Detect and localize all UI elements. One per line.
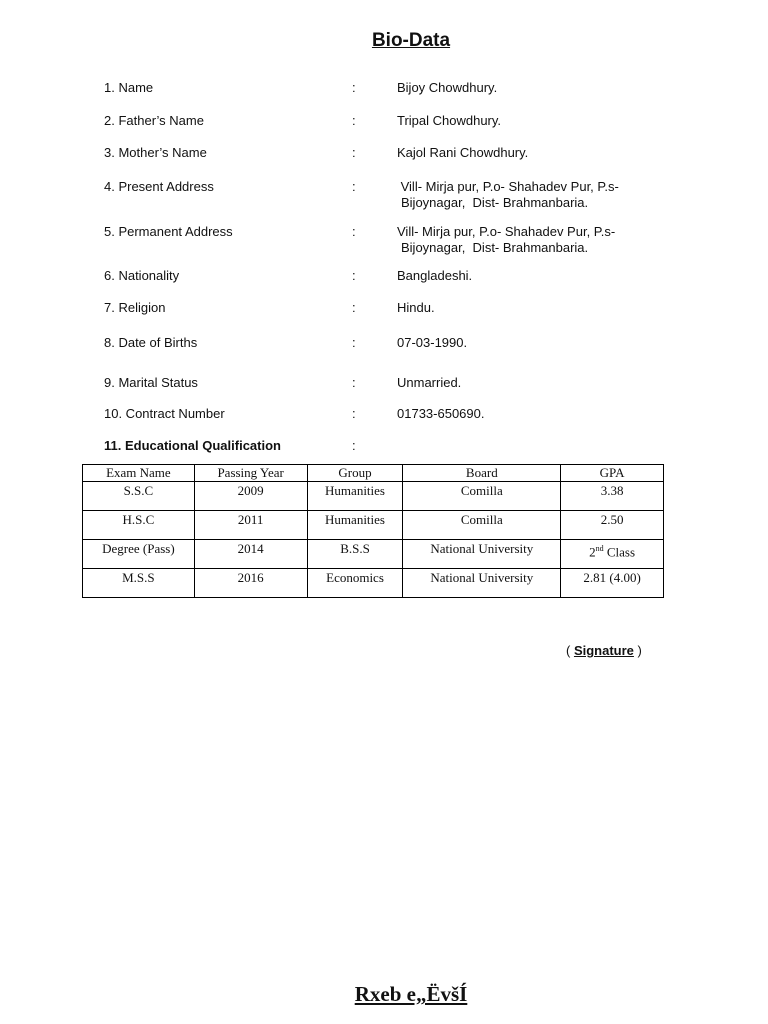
field-colon: :	[352, 335, 356, 350]
cell-group: Economics	[307, 569, 403, 598]
field-label: 10. Contract Number	[104, 406, 225, 421]
field-colon: :	[352, 438, 356, 453]
cell-gpa	[561, 540, 664, 569]
field-colon: :	[352, 80, 356, 95]
cell-exam: S.S.C	[83, 482, 195, 511]
header-exam-name: Exam Name	[83, 465, 195, 482]
cell-exam: H.S.C	[83, 511, 195, 540]
field-colon: :	[352, 375, 356, 390]
field-label: 1. Name	[104, 80, 154, 95]
field-value: Unmarried.	[397, 375, 462, 390]
field-nationality	[0, 268, 768, 302]
signature-text: Signature	[573, 643, 634, 658]
table-row	[83, 511, 664, 540]
field-value	[397, 179, 619, 211]
gpa-class: Class	[603, 544, 636, 560]
field-label: 3. Mother’s Name	[104, 145, 207, 160]
field-religion	[0, 300, 768, 334]
address-line-1: Vill- Mirja pur, P.o- Shahadev Pur, P.s-	[397, 179, 619, 194]
field-label: 7. Religion	[104, 300, 166, 315]
field-mother-name	[0, 145, 768, 179]
field-label: 2. Father’s Name	[104, 113, 204, 128]
address-line-1: Vill- Mirja pur, P.o- Shahadev Pur, P.s-	[397, 224, 616, 239]
field-label: 4. Present Address	[104, 179, 214, 194]
field-present-address	[0, 179, 768, 213]
field-value: Tripal Chowdhury.	[397, 113, 502, 128]
footer-text: Rxeb e„ËvšÍ	[354, 982, 468, 1006]
field-value: Bangladeshi.	[397, 268, 473, 283]
field-value: Kajol Rani Chowdhury.	[397, 145, 529, 160]
cell-board: National University	[403, 569, 561, 598]
education-table	[82, 464, 664, 598]
field-colon: :	[352, 268, 356, 283]
field-label: 6. Nationality	[104, 268, 180, 283]
cell-year: 2009	[194, 482, 307, 511]
cell-group: Humanities	[307, 511, 403, 540]
field-value: 07-03-1990.	[397, 335, 468, 350]
header-board: Board	[403, 465, 561, 482]
field-colon: :	[352, 179, 356, 194]
cell-gpa: 2.50	[561, 511, 664, 540]
cell-board: Comilla	[403, 482, 561, 511]
cell-exam: M.S.S	[83, 569, 195, 598]
field-value: Hindu.	[397, 300, 435, 315]
signature-open-paren: (	[566, 643, 574, 658]
cell-year: 2014	[194, 540, 307, 569]
field-father-name	[0, 113, 768, 147]
field-label: 5. Permanent Address	[104, 224, 233, 239]
gpa-ordinal: nd	[595, 544, 604, 553]
signature	[566, 643, 642, 658]
table-row	[83, 569, 664, 598]
header-passing-year: Passing Year	[194, 465, 307, 482]
signature-close-paren: )	[633, 643, 642, 658]
cell-group: Humanities	[307, 482, 403, 511]
field-permanent-address	[0, 224, 768, 258]
field-colon: :	[352, 113, 356, 128]
cell-board: Comilla	[403, 511, 561, 540]
field-date-of-birth	[0, 335, 768, 369]
cell-gpa: 2.81 (4.00)	[561, 569, 664, 598]
field-name	[0, 80, 768, 114]
field-value: 01733-650690.	[397, 406, 485, 421]
field-label: 11. Educational Qualification	[104, 438, 281, 453]
field-label: 8. Date of Births	[104, 335, 198, 350]
header-group: Group	[307, 465, 403, 482]
page-title: Bio-Data	[371, 30, 451, 51]
field-colon: :	[352, 224, 356, 239]
address-line-2: Bijoynagar, Dist- Brahmanbaria.	[401, 240, 589, 255]
field-colon: :	[352, 300, 356, 315]
table-row	[83, 482, 664, 511]
field-marital-status	[0, 375, 768, 409]
cell-gpa: 3.38	[561, 482, 664, 511]
field-label: 9. Marital Status	[104, 375, 198, 390]
field-value	[397, 224, 615, 256]
cell-group: B.S.S	[307, 540, 403, 569]
field-colon: :	[352, 406, 356, 421]
gpa-number: 2	[589, 544, 596, 560]
table-row	[83, 540, 664, 569]
field-value: Bijoy Chowdhury.	[397, 80, 498, 95]
cell-year: 2016	[194, 569, 307, 598]
table-header-row	[83, 465, 664, 482]
field-colon: :	[352, 145, 356, 160]
field-contract-number	[0, 406, 768, 440]
cell-exam: Degree (Pass)	[83, 540, 195, 569]
cell-board: National University	[403, 540, 561, 569]
header-gpa: GPA	[561, 465, 664, 482]
cell-year: 2011	[194, 511, 307, 540]
address-line-2: Bijoynagar, Dist- Brahmanbaria.	[401, 195, 589, 210]
